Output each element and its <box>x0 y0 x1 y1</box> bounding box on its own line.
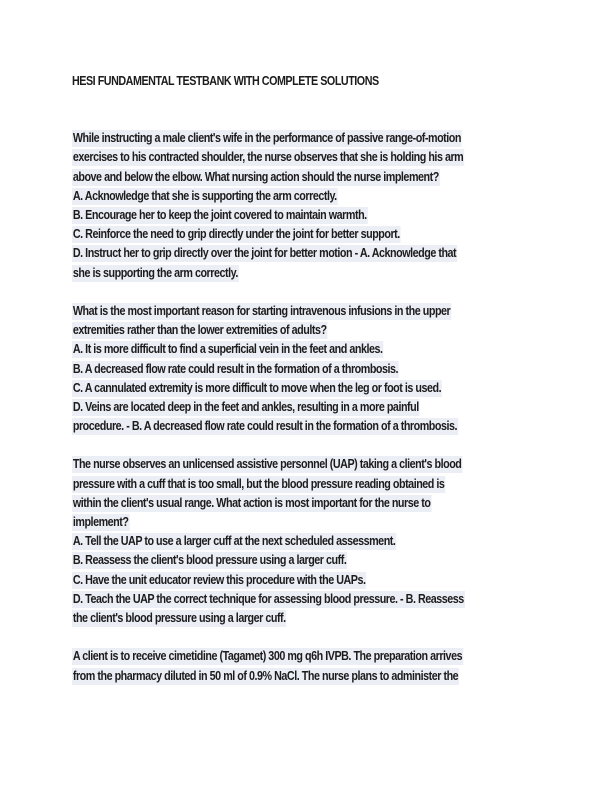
question-1-option-a: A. Acknowledge that she is supporting the arm correctly. <box>72 188 337 203</box>
question-2-stem-line-1: What is the most important reason for starting intravenous infusions in the upper <box>72 303 451 318</box>
question-3-stem-line-1: The nurse observes an unlicensed assistive personnel (UAP) taking a client's blood <box>72 457 462 472</box>
question-3-option-d: D. Teach the UAP the correct technique for assessing blood pressure. - B. Reassess <box>72 591 464 606</box>
question-3 <box>72 455 612 628</box>
question-2-option-c: C. A cannulated extremity is more difficult to move when the leg or foot is used. <box>72 380 442 395</box>
question-3-stem-line-3: within the client's usual range. What action is most important for the nurse to <box>72 495 431 510</box>
question-1-option-c: C. Reinforce the need to grip directly under the joint for better support. <box>72 227 400 242</box>
question-1-stem-line-1: While instructing a male client's wife in the performance of passive range-of-motion <box>72 131 461 146</box>
question-3-option-a: A. Tell the UAP to use a larger cuff at the next scheduled assessment. <box>72 534 396 549</box>
question-2-option-b: B. A decreased flow rate could result in the formation of a thrombosis. <box>72 361 399 376</box>
question-1 <box>72 129 612 283</box>
question-list <box>72 129 612 705</box>
question-1-stem-line-2: exercises to his contracted shoulder, the nurse observes that she is holding his arm <box>72 150 464 165</box>
question-3-option-c: C. Have the unit educator review this procedure with the UAPs. <box>72 572 366 587</box>
document-title: HESI FUNDAMENTAL TESTBANK WITH COMPLETE SOLUTIONS <box>72 74 379 88</box>
question-1-option-b: B. Encourage her to keep the joint covered to maintain warmth. <box>72 208 367 223</box>
question-4-stem-line-1: A client is to receive cimetidine (Tagamet) 300 mg q6h IVPB. The preparation arrives <box>72 649 463 664</box>
question-2-option-d: D. Veins are located deep in the feet and ankles, resulting in a more painful <box>72 399 419 414</box>
question-3-stem-line-2: pressure with a cuff that is too small, but the blood pressure reading obtained is <box>72 476 445 491</box>
question-3-stem-line-4: implement? <box>72 515 129 530</box>
question-4 <box>72 647 612 685</box>
question-2-stem-line-2: extremities rather than the lower extremities of adults? <box>72 323 327 338</box>
question-4-stem-line-2: from the pharmacy diluted in 50 ml of 0.9% NaCl. The nurse plans to administer the <box>72 668 459 683</box>
question-2 <box>72 302 612 436</box>
question-1-answer: she is supporting the arm correctly. <box>72 265 238 280</box>
question-3-answer: the client's blood pressure using a larger cuff. <box>72 610 286 625</box>
question-1-stem-line-3: above and below the elbow. What nursing action should the nurse implement? <box>72 169 439 184</box>
question-3-option-b: B. Reassess the client's blood pressure using a larger cuff. <box>72 553 347 568</box>
question-2-answer: procedure. - B. A decreased flow rate could result in the formation of a thrombosis. <box>72 419 458 434</box>
question-2-option-a: A. It is more difficult to find a superficial vein in the feet and ankles. <box>72 342 383 357</box>
question-1-option-d: D. Instruct her to grip directly over the joint for better motion - A. Acknowledge that <box>72 246 457 261</box>
